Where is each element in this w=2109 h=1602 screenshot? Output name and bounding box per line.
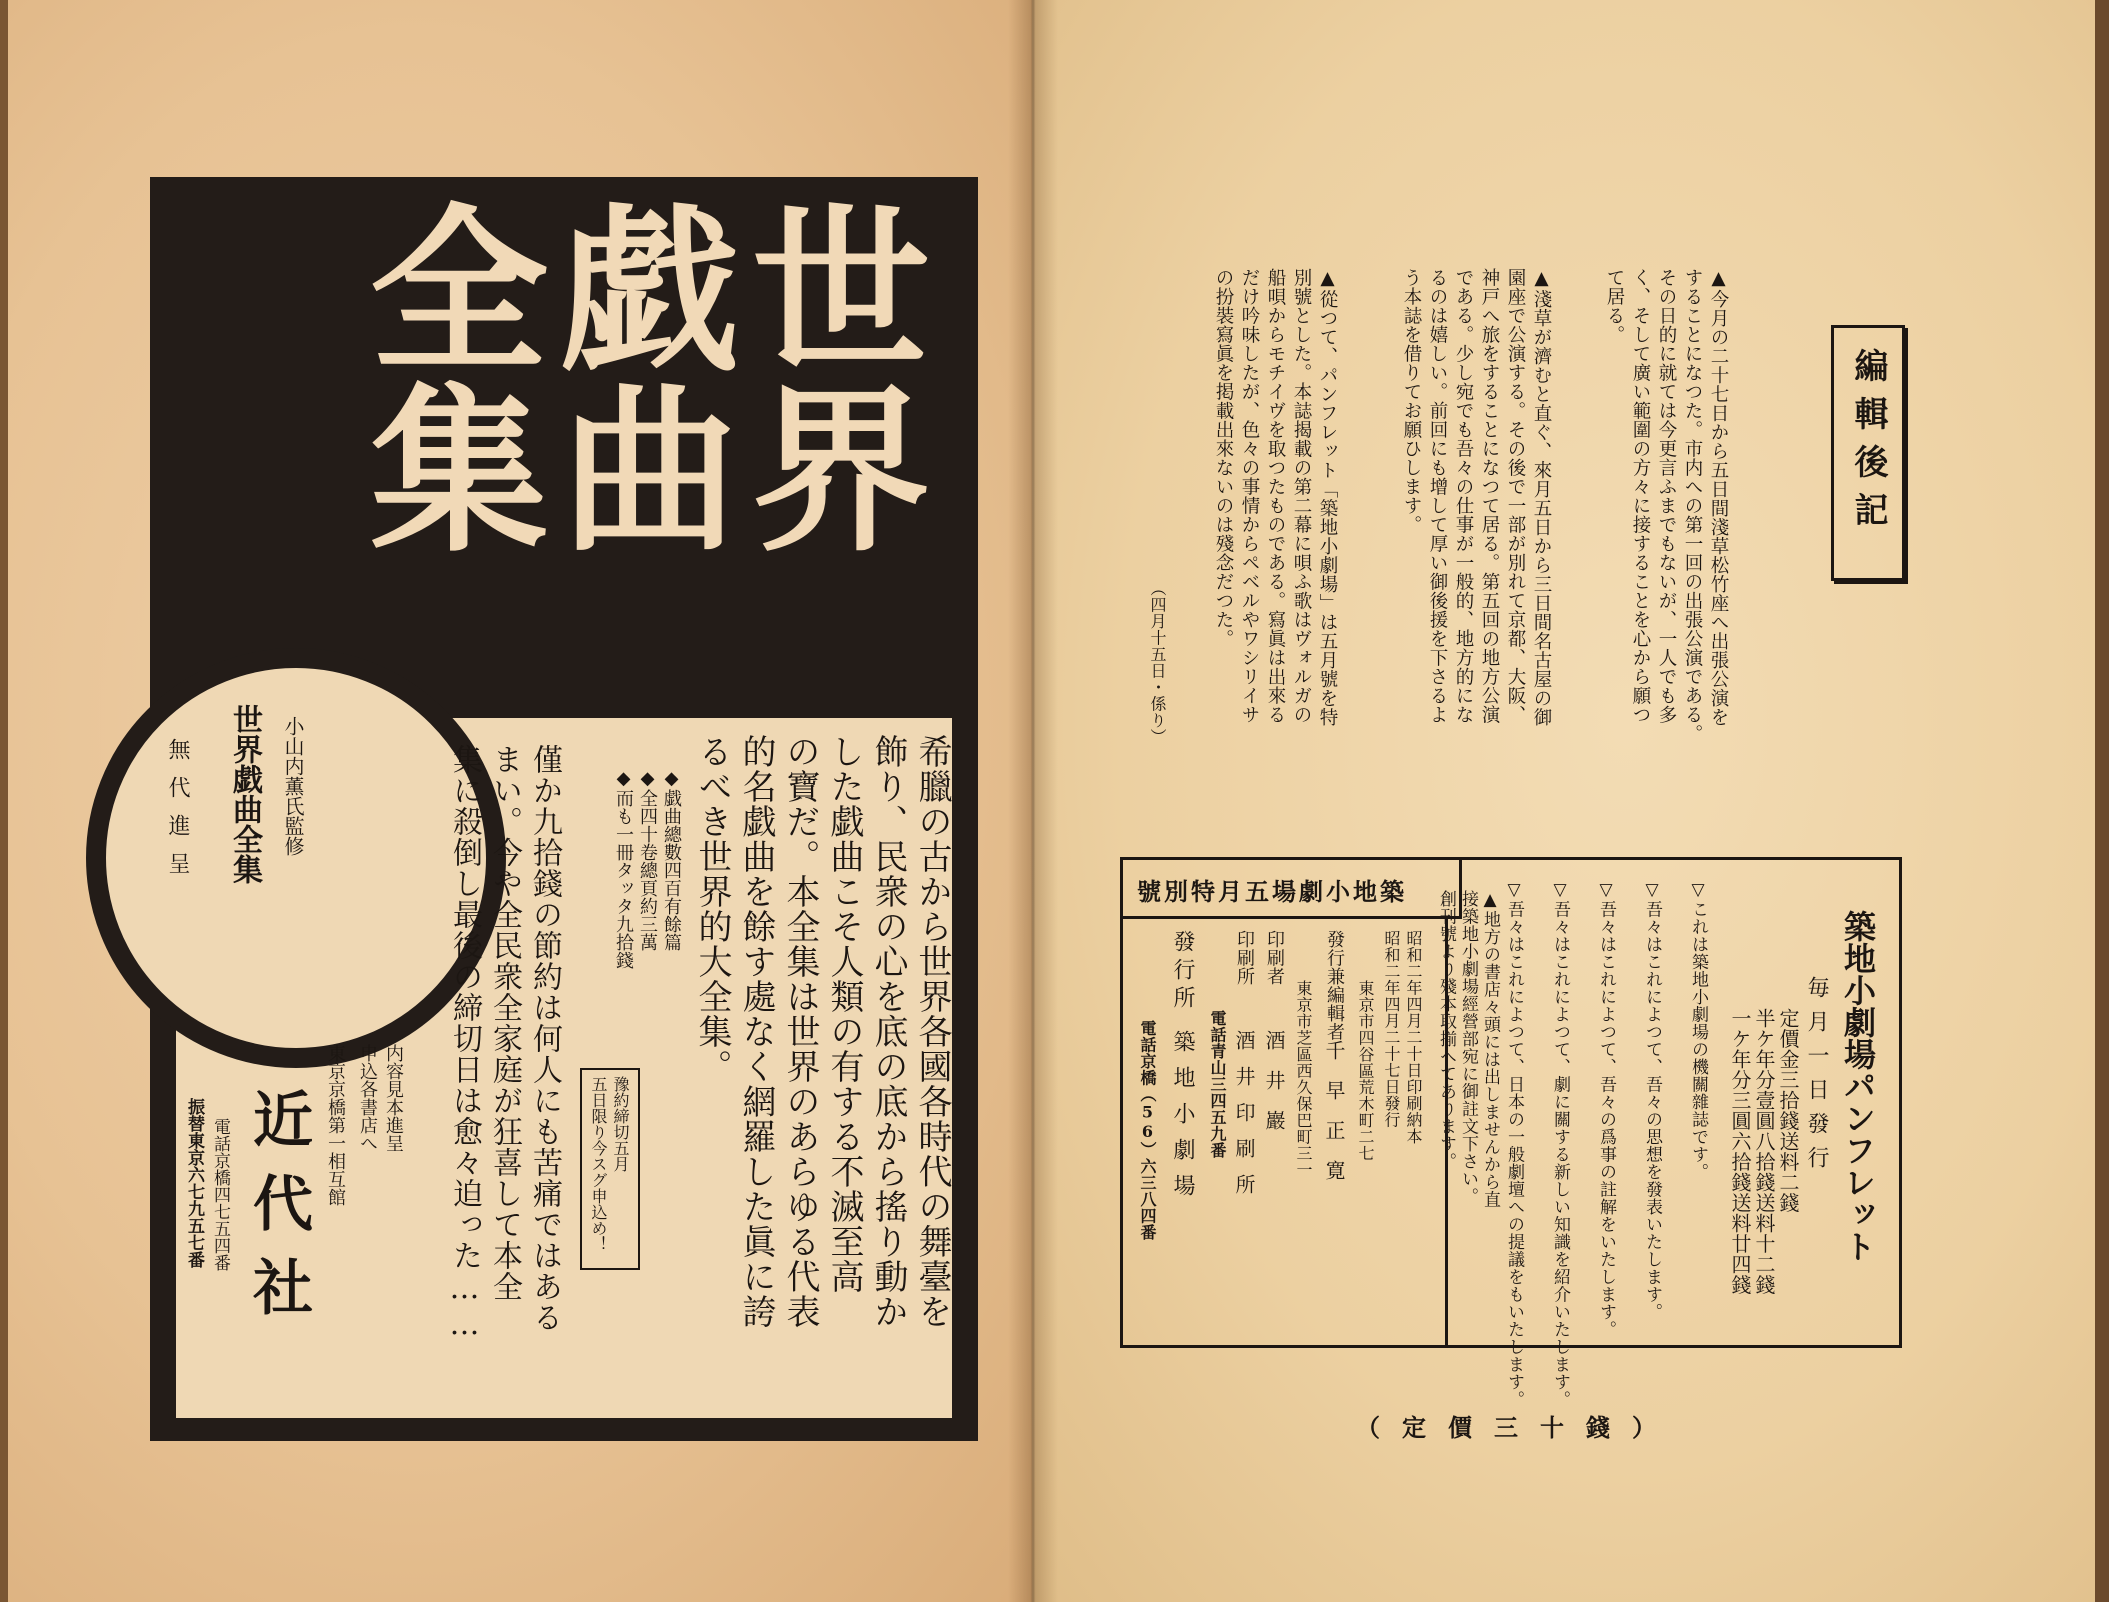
apply-bookstores-text: 申込各書店へ xyxy=(357,1044,378,1152)
book-gutter xyxy=(1008,0,1058,1602)
ad-body-column-2: 飾り、民衆の心を底の底から搖り動か xyxy=(868,734,908,1329)
printer-label: 印刷者 xyxy=(1264,930,1285,986)
store-note-2: 接築地小劇場經營部宛に御註文下さい。 xyxy=(1458,890,1478,1205)
colophon-header-cell xyxy=(1123,860,1462,919)
bullet-2: ◆全四十卷總頁約三萬 xyxy=(637,768,658,951)
note-3: ▽吾々はこれによつて、吾々の爲事の註解をいたします。 xyxy=(1596,880,1616,1338)
ad-lower-column-3: 集に殺倒し最後の締切日は愈々迫った…… xyxy=(447,744,482,1343)
issuer-name: 築地小劇場 xyxy=(1170,1030,1195,1210)
ad-lower-column-1: 僅か九拾錢の節約は何人にも苦痛ではある xyxy=(527,744,562,1333)
note-para2-line-1: ▲淺草が濟むと直ぐ、來月五日から三日間名古屋の御 xyxy=(1531,268,1552,727)
store-note-1: ▲地方の書店々頭には出しませんから直 xyxy=(1480,890,1500,1208)
left-page-edge xyxy=(0,0,8,1602)
note-para1-line-4: く、そして廣い範圍の方々に接することを心から願つ xyxy=(1630,268,1651,724)
note-para2-line-3: 神戸へ旅をすることになつて居る。第五回の地方公演 xyxy=(1479,268,1500,724)
publisher-address: 東京京橋第一相互館 xyxy=(325,1044,346,1206)
colophon-box xyxy=(1120,857,1902,1408)
monthly-issue: 毎月一日發行 xyxy=(1804,976,1829,1180)
note-para1-line-5: て居る。 xyxy=(1604,268,1625,344)
free-gift-text: 無代進呈 xyxy=(165,738,190,890)
supervisor-text: 小山内薫氏監修 xyxy=(281,716,305,856)
ad-body-column-3: した戯曲こそ人類の有する不滅至高 xyxy=(824,734,864,1294)
note-1: ▽これは築地小劇場の機關雜誌です。 xyxy=(1688,880,1708,1181)
advertisement-block xyxy=(150,177,978,1441)
note-para3-line-5: の扮裝寫眞を掲載出來ないのは殘念だつた。 xyxy=(1213,268,1234,648)
publisher-address-colophon: 東京市四谷區荒木町二七 xyxy=(1356,980,1375,1162)
publisher-name: 近代社 xyxy=(243,1088,313,1340)
colophon-header-text: 築地小劇場五月特別號 xyxy=(1137,877,1407,906)
right-page-edge xyxy=(2095,0,2109,1602)
publisher-transfer-account: 振替東京六七九五七番 xyxy=(184,1098,204,1268)
deadline-box xyxy=(580,1068,640,1270)
series-name: 世界戯曲全集 xyxy=(227,704,262,884)
ad-body-column-5: 的名戯曲を餘す處なく網羅した眞に誇 xyxy=(736,734,776,1329)
ad-title-column-3: 全集 xyxy=(340,197,547,557)
sample-offer-text: 内容見本進呈 xyxy=(383,1044,404,1152)
editor-name: 千早正寛 xyxy=(1322,1040,1346,1200)
date-published: 昭和二年四月二十七日發行 xyxy=(1382,930,1401,1128)
print-shop-phone: 電話青山三四五九番 xyxy=(1208,1010,1227,1159)
print-shop-name: 酒井印刷所 xyxy=(1232,1030,1256,1210)
note-para3-line-1: ▲從つて、パンフレット「築地小劇場」は五月號を特 xyxy=(1317,268,1338,727)
note-para2-line-5: るのは嬉しい。前回にも增して厚い御後援を下さるよ xyxy=(1427,268,1448,724)
price-line-3: 一ケ年分三圓六拾錢送料廿四錢 xyxy=(1728,1008,1752,1295)
note-4: ▽吾々はこれによつて、劇に關する新しい知識を紹介いたします。 xyxy=(1550,880,1570,1408)
note-para2-line-2: 園座で公演する。その後で一部が別れて京都、大阪、 xyxy=(1505,268,1526,724)
ad-body-column-6: るべき世界的大全集。 xyxy=(692,734,732,1084)
issuer-phone: 電話京橋（56）六三八四番 xyxy=(1138,1020,1157,1241)
pamphlet-title: 築地小劇場パンフレット xyxy=(1839,910,1877,1262)
printer-name: 酒井巖 xyxy=(1262,1030,1286,1150)
note-para3-line-2: 別號とした。本誌揭載の第二幕に唄ふ歌はヴォルガの xyxy=(1291,268,1312,724)
bullet-1: ◆戯曲總數四百有餘篇 xyxy=(661,768,682,951)
ad-title-column-2: 戯曲 xyxy=(531,197,738,557)
free-offer-circle xyxy=(86,648,506,1068)
note-para3-line-4: だけ吟味したが、色々の事情からペベルやワシリイサ xyxy=(1239,268,1260,724)
note-para1-line-1: ▲今月の二十七日から五日間淺草松竹座へ出張公演を xyxy=(1708,268,1729,727)
note-para2-line-4: である。少し宛でも吾々の仕事が一般的、地方的にな xyxy=(1453,268,1474,724)
heading-text: 編輯後記 xyxy=(1848,348,1888,540)
issuer-label: 發行所 xyxy=(1170,930,1195,1014)
print-shop-label: 印刷所 xyxy=(1234,930,1255,986)
store-note-3: 創刊號より殘本取揃へてあります。 xyxy=(1436,890,1456,1170)
note-para2-line-6: う本誌を借りてお願ひします。 xyxy=(1401,268,1422,534)
date-printed: 昭和二年四月二十日印刷納本 xyxy=(1404,930,1423,1145)
note-para3-line-3: 船唄からモチイヴを取つたものである。寫眞は出來る xyxy=(1265,268,1286,724)
editor-label: 發行兼編輯者 xyxy=(1324,930,1345,1041)
bullet-3: ◆而も一冊タッタ九拾錢 xyxy=(613,768,634,969)
ad-body-column-4: の寶だ。本全集は世界のあらゆる代表 xyxy=(780,734,820,1329)
publisher-phone: 電話京橋四七五四番 xyxy=(210,1118,230,1271)
editor-note-heading xyxy=(1831,325,1905,581)
note-para1-line-3: その日的に就ては今更言ふまでもないが、一人でも多 xyxy=(1656,268,1677,724)
deadline-line-2: 五日限り今スグ申込め！ xyxy=(589,1076,608,1252)
ad-lower-column-2: まい。今や全民衆全家庭が狂喜して本全 xyxy=(487,744,522,1302)
note-5: ▽吾々はこれによつて、日本の一般劇壇への提議をもいたします。 xyxy=(1504,880,1524,1408)
deadline-line-1: 豫約締切五月 xyxy=(611,1076,630,1172)
ad-body-column-1: 希臘の古から世界各國各時代の舞臺を xyxy=(912,734,952,1329)
note-signature: （四月十五日・係り） xyxy=(1148,580,1167,745)
ad-title-column-1: 世界 xyxy=(722,197,929,557)
printer-address: 東京市芝區西久保巴町三一 xyxy=(1294,980,1313,1178)
note-2: ▽吾々はこれによつて、吾々の思想を發表いたします。 xyxy=(1642,880,1662,1321)
price-footer: （定價三十錢） xyxy=(1356,1413,1678,1442)
price-line-2: 半ケ年分壹圓八拾錢送料十二錢 xyxy=(1752,1008,1776,1295)
note-para1-line-2: することになつた。市内への第一回の出張公演である。 xyxy=(1682,268,1703,743)
ad-body-panel xyxy=(165,704,952,1418)
price-line-1: 定價金三拾錢送料二錢 xyxy=(1776,1008,1800,1213)
